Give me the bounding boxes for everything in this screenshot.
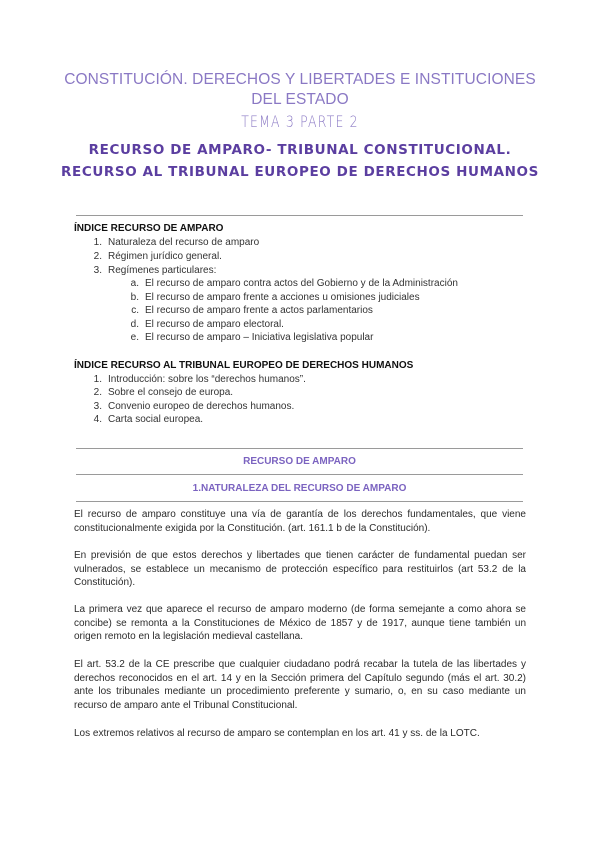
section-title: RECURSO DE AMPARO [243,456,356,467]
index-item-text: Regímenes particulares: [108,265,217,276]
section-subtitle: 1.NATURALEZA DEL RECURSO DE AMPARO [192,483,407,494]
paragraph: En previsión de que estos derechos y libertades que tienen carácter de fundamental puedan ser vulnerados, se establece un mecanismo de protección específico para restituirlos (art 53.2 de la Constitución). [74,550,526,588]
index-subitem [130,332,374,343]
index-subitem-letter: d. [130,319,139,330]
index-subitem-text: El recurso de amparo frente a acciones u omisiones judiciales [145,292,420,303]
index-subitem-letter: b. [130,292,139,303]
index-amparo-heading: ÍNDICE RECURSO DE AMPARO [74,223,224,234]
paragraph: Los extremos relativos al recurso de amparo se contemplan en los art. 41 y ss. de la LOTC. [74,728,480,739]
index-item-number: 2. [93,251,102,262]
index-subitem [130,292,420,303]
index-item [93,374,306,385]
paragraph: La primera vez que aparece el recurso de amparo moderno (de forma semejante a como ahora se concibe) se remonta a la Constituciones de México de 1857 y de 1917, aunque tiene también un origen remoto en la legislación medieval castellana. [74,604,526,642]
paragraph: El art. 53.2 de la CE prescribe que cualquier ciudadano podrá recabar la tutela de las libertades y derechos reconocidos en el art. 14 y en la Sección primera del Capítulo segundo (más el art. 30.2) ante los tribunales mediante un procedimiento preferente y sumario, o, en su caso mediante un recurso de amparo ante el Tribunal Constitucional. [74,659,526,711]
index-item [93,251,222,262]
index-item-number: 1. [93,374,102,385]
index-item-text: Régimen jurídico general. [108,251,222,262]
index-subitem [130,278,458,289]
index-item [93,401,295,412]
index-item-number: 3. [93,401,102,412]
divider [76,474,523,475]
divider [76,501,523,502]
index-subitem [130,319,284,330]
index-tedh-heading: ÍNDICE RECURSO AL TRIBUNAL EUROPEO DE DERECHOS HUMANOS [74,360,414,371]
index-subitem-text: El recurso de amparo electoral. [145,319,284,330]
index-subitem-text: El recurso de amparo frente a actos parlamentarios [145,305,373,316]
index-item-text: Introducción: sobre los “derechos humanos”. [108,374,306,385]
index-item [93,237,260,248]
index-item [93,265,217,276]
index-item-number: 1. [93,237,102,248]
index-item-number: 3. [93,265,102,276]
index-item-number: 2. [93,387,102,398]
index-item-text: Convenio europeo de derechos humanos. [108,401,295,412]
index-subitem-letter: e. [130,332,139,343]
index-subitem [131,305,373,316]
index-item-number: 4. [93,414,102,425]
index-subitem-text: El recurso de amparo contra actos del Gobierno y de la Administración [145,278,458,289]
topic-subtitle: TEMA 3 PARTE 2 [241,112,359,131]
index-subitem-text: El recurso de amparo – Iniciativa legislativa popular [145,332,374,343]
index-subitem-letter: c. [131,305,139,316]
paragraph: El recurso de amparo constituye una vía de garantía de los derechos fundamentales, que viene constitucionalmente exigida por la Constitución. (art. 161.1 b de la Constitución). [74,509,526,534]
index-subitem-letter: a. [130,278,139,289]
index-item [93,387,234,398]
main-title: RECURSO DE AMPARO- TRIBUNAL CONSTITUCIONAL. RECURSO AL TRIBUNAL EUROPEO DE DERECHOS HUMANOS [61,142,539,180]
index-item [93,414,204,425]
divider [76,215,523,216]
divider [76,448,523,449]
index-item-text: Sobre el consejo de europa. [108,387,234,398]
course-title: CONSTITUCIÓN. DERECHOS Y LIBERTADES E INSTITUCIONES DEL ESTADO [64,71,536,108]
index-item-text: Carta social europea. [108,414,204,425]
index-item-text: Naturaleza del recurso de amparo [108,237,260,248]
